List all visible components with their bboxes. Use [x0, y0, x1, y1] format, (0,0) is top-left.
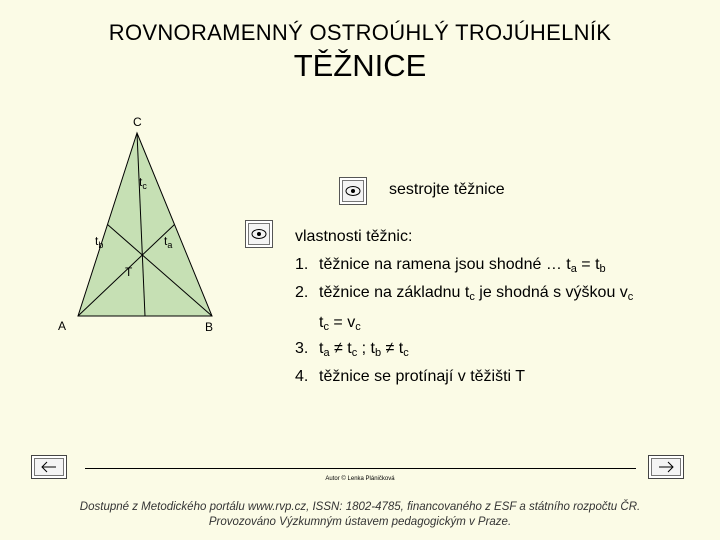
arrow-right-icon	[657, 461, 675, 473]
arrow-left-icon	[40, 461, 58, 473]
author-credit: Autor © Lenka Pláničková	[325, 476, 395, 482]
property-3: 3. $t_a \ne t_c$ ; $t_b \ne t_c$	[295, 340, 409, 359]
eye-icon	[251, 228, 267, 240]
footer	[0, 500, 720, 530]
vertex-c-label: C	[133, 115, 142, 129]
footer-line-1: Dostupné z Metodického portálu www.rvp.cz, ISSN: 1802-4785, financovaného z ESF a státního rozpočtu ČR.	[79, 501, 641, 513]
property-4: 4. těžnice se protínají v těžišti T	[295, 368, 526, 385]
footer-line-2: Provozováno Výzkumným ústavem pedagogickým v Praze.	[208, 516, 512, 528]
property-2: 2. těžnice na základnu $t_c$ je shodná s výškou $v_c$	[295, 284, 634, 303]
eye-icon	[345, 185, 361, 197]
median-tc-label: $t_c$	[139, 175, 147, 191]
median-tb-label: $t_b$	[95, 234, 104, 250]
vertex-a-label: A	[58, 319, 67, 333]
show-properties-button[interactable]	[245, 220, 273, 248]
centroid-t-label: T	[125, 265, 133, 279]
property-2-formula: $t_c = v_c$	[319, 314, 361, 333]
properties-heading: vlastnosti těžnic:	[295, 228, 413, 245]
show-construction-button[interactable]	[339, 177, 367, 205]
property-1: 1. těžnice na ramena jsou shodné … $t_a = t_b$	[295, 256, 606, 275]
task-text: sestrojte těžnice	[389, 181, 505, 198]
vertex-b-label: B	[205, 320, 214, 334]
footer-divider	[85, 468, 636, 469]
page-title: ROVNORAMENNÝ OSTROÚHLÝ TROJÚHELNÍK	[108, 20, 612, 45]
median-ta-label: $t_a$	[164, 234, 173, 250]
triangle-abc	[78, 133, 212, 316]
page-subtitle: TĚŽNICE	[293, 48, 427, 83]
